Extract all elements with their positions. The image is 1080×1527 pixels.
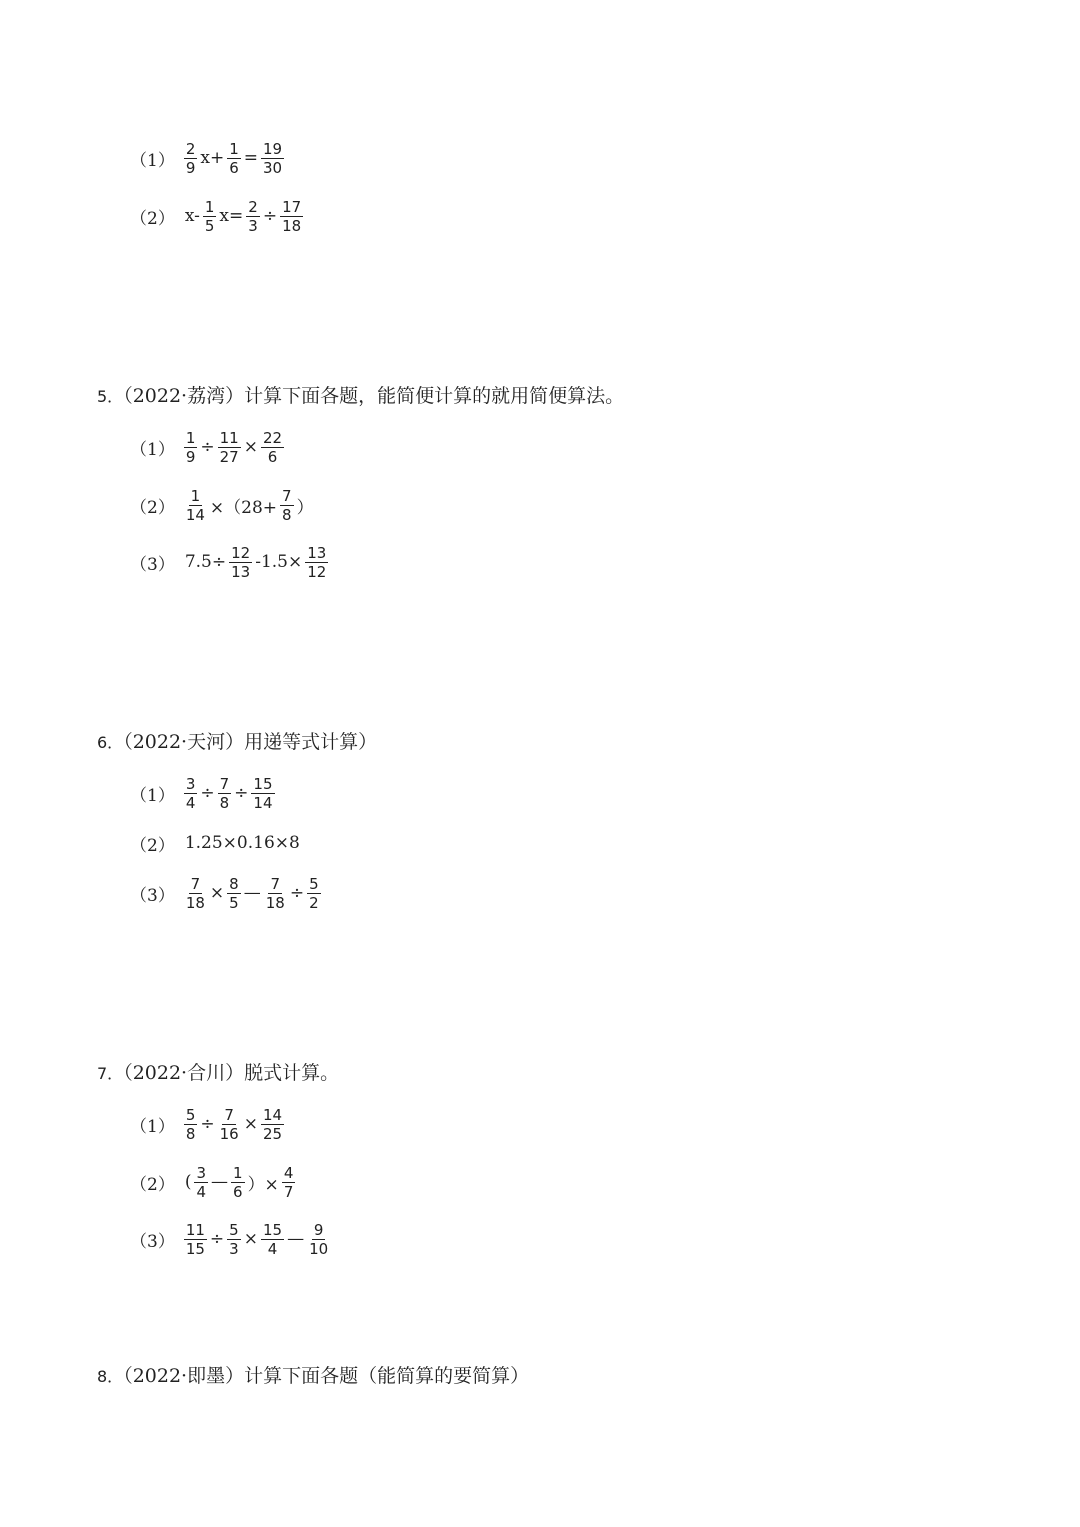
question-6-item-2 (130, 821, 302, 865)
fraction (261, 1221, 284, 1258)
fraction (218, 429, 241, 466)
item-label: （1） (130, 785, 175, 806)
item-label: （2） (130, 1174, 175, 1195)
question-5-item-2 (130, 483, 316, 527)
question-6-item-1 (130, 771, 276, 815)
question-source: （2022·即墨） (123, 1365, 245, 1387)
fraction (218, 1106, 241, 1143)
expression-text: ÷ (262, 206, 278, 226)
denominator: 27 (219, 447, 239, 466)
numerator: 14 (262, 1105, 283, 1124)
item-label: （3） (130, 1231, 175, 1252)
numerator: 12 (231, 543, 251, 562)
fraction (307, 875, 321, 912)
fraction (231, 1164, 245, 1201)
denominator: 16 (219, 1124, 239, 1143)
fraction (184, 429, 198, 466)
item-label: （2） (130, 497, 175, 518)
fraction (194, 1164, 208, 1201)
numerator: 11 (185, 1220, 205, 1239)
fraction (282, 1164, 296, 1201)
question-7-item-2 (130, 1160, 296, 1204)
fraction (227, 140, 241, 177)
item-label: （1） (130, 150, 175, 171)
denominator: 15 (185, 1239, 205, 1258)
item-label: （1） (130, 1116, 175, 1137)
denominator: 3 (229, 1239, 239, 1258)
question-number: 7． (97, 1064, 124, 1083)
numerator: 7 (190, 874, 201, 893)
numerator: 15 (262, 1220, 283, 1239)
expression-text: ÷ (209, 1229, 225, 1249)
denominator: 2 (309, 893, 319, 912)
question-number: 6． (97, 733, 124, 752)
question-5-title (97, 384, 624, 409)
item-label: （3） (130, 885, 175, 906)
denominator: 18 (185, 893, 205, 912)
expression-text: × (209, 883, 225, 903)
denominator: 9 (185, 158, 196, 177)
expression-text: 1.25×0.16×8 (184, 833, 300, 853)
expression-text: × (243, 1114, 258, 1134)
numerator: 22 (262, 428, 283, 447)
numerator: 7 (219, 774, 230, 793)
expression-text: ( (184, 1172, 192, 1192)
numerator: 15 (253, 774, 273, 793)
denominator: 18 (282, 216, 302, 235)
numerator: 7 (224, 1105, 234, 1124)
numerator: 13 (307, 543, 327, 562)
expression-text: -1.5× (255, 552, 303, 572)
expression-text: ×（28+ (209, 497, 278, 518)
question-source: （2022·合川） (123, 1062, 245, 1084)
expression-text: — (287, 1229, 305, 1249)
expression-text: ）× (247, 1174, 279, 1195)
question-7-item-3 (130, 1217, 331, 1261)
fraction (261, 140, 284, 177)
fraction (184, 875, 207, 912)
question-text: 用递等式计算） (244, 731, 378, 753)
expression-text: ） (296, 497, 314, 518)
denominator: 14 (253, 793, 273, 812)
expression-text: x= (219, 206, 244, 226)
denominator: 30 (263, 158, 283, 177)
fraction (280, 198, 303, 235)
fraction (203, 198, 217, 235)
numerator: 3 (185, 774, 196, 793)
fraction (184, 1106, 198, 1143)
denominator: 7 (283, 1182, 294, 1201)
denominator: 6 (267, 447, 278, 466)
question-6-title (97, 730, 377, 755)
expression-text: ÷ (200, 783, 215, 803)
fraction (184, 140, 198, 177)
expression-text: = (243, 148, 259, 168)
fraction (227, 1221, 241, 1258)
expression-text: ÷ (234, 783, 249, 803)
denominator: 8 (185, 1124, 196, 1143)
expression-text: — (211, 1172, 229, 1192)
expression-text: x+ (200, 148, 225, 168)
item-label: （3） (130, 554, 175, 575)
numerator: 1 (185, 428, 196, 447)
numerator: 5 (309, 874, 319, 893)
numerator: 5 (185, 1105, 196, 1124)
denominator: 13 (231, 562, 251, 581)
numerator: 1 (204, 197, 215, 216)
question-4-item-1 (130, 136, 285, 180)
question-source: （2022·荔湾） (123, 385, 245, 407)
numerator: 2 (248, 197, 258, 216)
expression-text: — (243, 883, 261, 903)
question-text: 计算下面各题，能简便计算的就用简便算法。 (244, 385, 625, 407)
numerator: 5 (229, 1220, 239, 1239)
numerator: 7 (282, 486, 292, 505)
denominator: 3 (248, 216, 258, 235)
numerator: 17 (282, 197, 302, 216)
question-4-item-2 (130, 194, 304, 238)
expression-text: 7.5÷ (184, 552, 227, 572)
denominator: 25 (262, 1124, 283, 1143)
question-source: （2022·天河） (123, 731, 245, 753)
fraction (184, 1221, 207, 1258)
item-label: （1） (130, 439, 175, 460)
numerator: 1 (233, 1163, 243, 1182)
question-text: 脱式计算。 (244, 1062, 340, 1084)
fraction (261, 1106, 284, 1143)
expression-text: × (243, 1229, 258, 1249)
question-number: 5． (97, 387, 124, 406)
fraction (251, 775, 274, 812)
fraction (305, 544, 328, 581)
denominator: 5 (204, 216, 215, 235)
question-7-item-1 (130, 1102, 285, 1146)
question-5-item-1 (130, 425, 285, 469)
denominator: 4 (196, 1182, 207, 1201)
question-5-item-3 (130, 540, 329, 584)
fraction (218, 775, 232, 812)
denominator: 12 (307, 562, 327, 581)
denominator: 18 (265, 893, 285, 912)
numerator: 4 (283, 1163, 294, 1182)
fraction (264, 875, 287, 912)
question-8-title (97, 1364, 529, 1389)
numerator: 1 (229, 139, 239, 158)
denominator: 6 (233, 1182, 243, 1201)
expression-text: × (243, 437, 258, 457)
denominator: 4 (267, 1239, 278, 1258)
denominator: 5 (229, 893, 239, 912)
fraction (184, 775, 198, 812)
denominator: 9 (185, 447, 196, 466)
item-label: （2） (130, 835, 175, 856)
expression-text: ÷ (200, 437, 215, 457)
numerator: 1 (190, 486, 201, 505)
fraction (246, 198, 260, 235)
numerator: 19 (263, 139, 283, 158)
fraction (280, 487, 294, 524)
question-text: 计算下面各题（能简算的要简算） (244, 1365, 530, 1387)
fraction (229, 544, 252, 581)
denominator: 6 (229, 158, 239, 177)
numerator: 3 (196, 1163, 207, 1182)
expression-text: ÷ (289, 883, 305, 903)
numerator: 11 (219, 428, 239, 447)
question-7-title (97, 1061, 339, 1086)
fraction (307, 1221, 330, 1258)
numerator: 7 (270, 874, 281, 893)
denominator: 8 (282, 505, 292, 524)
fraction (184, 487, 207, 524)
expression-text: ÷ (200, 1114, 215, 1134)
expression-text: x- (184, 206, 200, 226)
denominator: 14 (185, 505, 205, 524)
denominator: 8 (219, 793, 230, 812)
denominator: 10 (309, 1239, 329, 1258)
fraction (261, 429, 284, 466)
item-label: （2） (130, 208, 175, 229)
denominator: 4 (185, 793, 196, 812)
numerator: 8 (229, 874, 239, 893)
question-6-item-3 (130, 871, 322, 915)
numerator: 2 (185, 139, 196, 158)
question-number: 8． (97, 1367, 124, 1386)
numerator: 9 (313, 1220, 324, 1239)
fraction (227, 875, 241, 912)
